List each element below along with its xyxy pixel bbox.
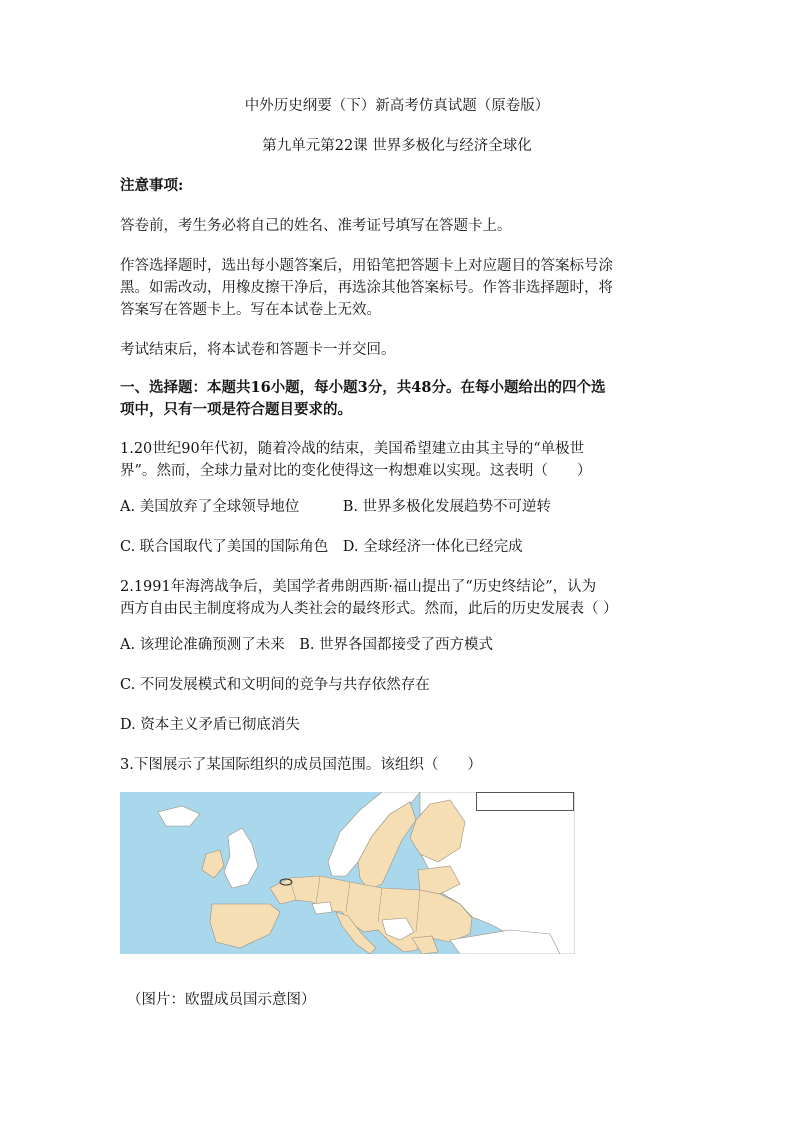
- question-1-stem-line-1: 1.20世纪90年代初，随着冷战的结束，美国希望建立由其主导的“单极世: [120, 441, 585, 457]
- notice-item-2-line-2: 黑。如需改动，用橡皮擦干净后，再选涂其他答案标号。作答非选择题时，将: [120, 280, 613, 296]
- question-2-stem-line-2: 西方自由民主制度将成为人类社会的最终形式。然而，此后的历史发展表（ ）: [120, 601, 618, 617]
- page-subtitle: 第九单元第22课 世界多极化与经济全球化: [262, 138, 532, 154]
- map-label-box: [476, 792, 574, 811]
- eu-map-graphic: [120, 792, 575, 954]
- notice-item-1: 答卷前，考生务必将自己的姓名、准考证号填写在答题卡上。: [120, 218, 512, 234]
- section-heading-line-2: 项中，只有一项是符合题目要求的。: [120, 401, 352, 418]
- notice-heading: 注意事项:: [120, 177, 184, 194]
- eu-map-image: [120, 792, 575, 954]
- section-heading-line-1: 一、选择题：本题共16小题，每小题3分，共48分。在每小题给出的四个选: [120, 379, 606, 396]
- page-title: 中外历史纲要（下）新高考仿真试题（原卷版）: [244, 98, 550, 114]
- question-2-option-d: D. 资本主义矛盾已彻底消失: [120, 717, 300, 733]
- question-2-option-c: C. 不同发展模式和文明间的竞争与共存依然存在: [120, 677, 430, 693]
- question-3-stem: 3.下图展示了某国际组织的成员国范围。该组织（ ）: [120, 757, 482, 773]
- question-2-options-a-b: A. 该理论准确预测了未来 B. 世界各国都接受了西方模式: [120, 637, 494, 653]
- notice-item-3: 考试结束后，将本试卷和答题卡一并交回。: [120, 342, 396, 358]
- question-1-options-a-b: A. 美国放弃了全球领导地位 B. 世界多极化发展趋势不可逆转: [120, 499, 552, 515]
- question-1-options-c-d: C. 联合国取代了美国的国际角色 D. 全球经济一体化已经完成: [120, 539, 523, 555]
- notice-item-2-line-3: 答案写在答题卡上。写在本试卷上无效。: [120, 302, 381, 318]
- map-switzerland: [312, 902, 332, 914]
- question-2-stem-line-1: 2.1991年海湾战争后，美国学者弗朗西斯·福山提出了“历史终结论”，认为: [120, 579, 597, 595]
- map-caption: （图片：欧盟成员国示意图）: [127, 992, 316, 1008]
- notice-item-2-line-1: 作答选择题时，选出每小题答案后，用铅笔把答题卡上对应题目的答案标号涂: [120, 258, 613, 274]
- question-1-stem-line-2: 界”。然而，全球力量对比的变化使得这一构想难以实现。这表明（ ）: [120, 463, 592, 479]
